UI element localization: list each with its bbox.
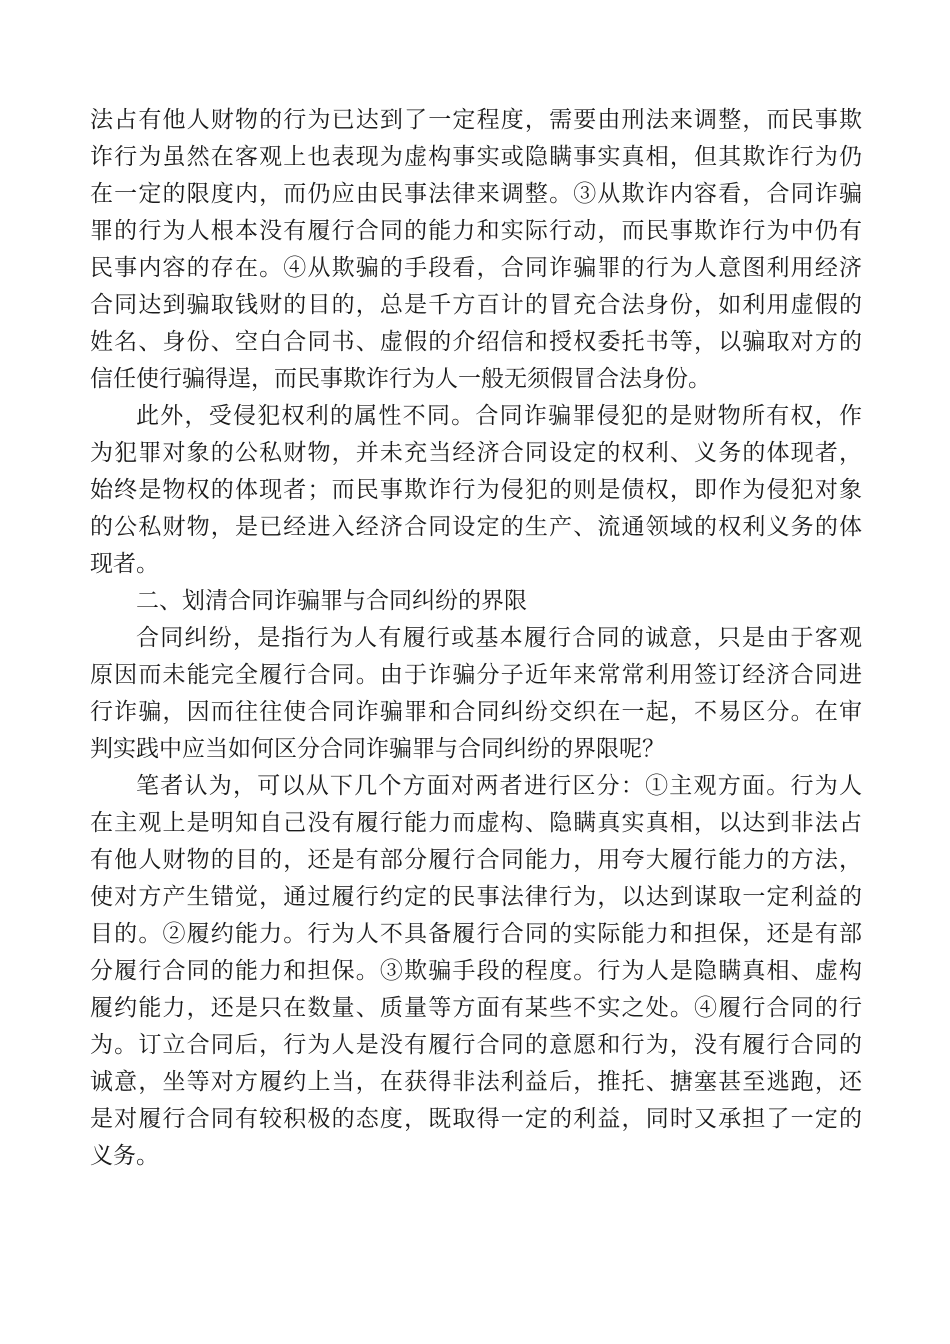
text-line: 为犯罪对象的公私财物，并未充当经济合同设定的权利、义务的体现者， [90, 440, 862, 466]
text-line: 合同达到骗取钱财的目的，总是千方百计的冒充合法身份，如利用虚假的 [90, 292, 862, 318]
text-line: 罪的行为人根本没有履行合同的能力和实际行动，而民事欺诈行为中仍有 [90, 218, 862, 244]
text-line: 姓名、身份、空白合同书、虚假的介绍信和授权委托书等，以骗取对方的 [90, 329, 862, 355]
paragraph-start-line: 此外，受侵犯权利的属性不同。合同诈骗罪侵犯的是财物所有权，作 [136, 403, 862, 429]
text-line: 诚意，坐等对方履约上当，在获得非法利益后，推托、搪塞甚至逃跑，还 [90, 1069, 862, 1095]
text-line: 分履行合同的能力和担保。③欺骗手段的程度。行为人是隐瞒真相、虚构 [90, 958, 862, 984]
text-line: 行诈骗，因而往往使合同诈骗罪和合同纠纷交织在一起，不易区分。在审 [90, 699, 862, 725]
document-body [90, 102, 862, 1175]
text-line: 履约能力，还是只在数量、质量等方面有某些不实之处。④履行合同的行 [90, 995, 862, 1021]
text-line: 原因而未能完全履行合同。由于诈骗分子近年来常常利用签订经济合同进 [90, 662, 862, 688]
section-heading: 二、划清合同诈骗罪与合同纠纷的界限 [136, 588, 527, 614]
text-line: 诈行为虽然在客观上也表现为虚构事实或隐瞒事实真相，但其欺诈行为仍 [90, 144, 862, 170]
text-line: 义务。 [90, 1143, 159, 1169]
text-line: 判实践中应当如何区分合同诈骗罪与合同纠纷的界限呢？ [90, 736, 665, 762]
text-line: 的公私财物，是已经进入经济合同设定的生产、流通领域的权利义务的体 [90, 514, 862, 540]
text-line: 使对方产生错觉，通过履行约定的民事法律行为，以达到谋取一定利益的 [90, 884, 862, 910]
text-line: 目的。②履约能力。行为人不具备履行合同的实际能力和担保，还是有部 [90, 921, 862, 947]
text-line: 是对履行合同有较积极的态度，既取得一定的利益，同时又承担了一定的 [90, 1106, 862, 1132]
text-line: 现者。 [90, 551, 159, 577]
text-line: 始终是物权的体现者；而民事欺诈行为侵犯的则是债权，即作为侵犯对象 [90, 477, 862, 503]
text-line: 在一定的限度内，而仍应由民事法律来调整。③从欺诈内容看，合同诈骗 [90, 181, 862, 207]
text-line: 法占有他人财物的行为已达到了一定程度，需要由刑法来调整，而民事欺 [90, 107, 862, 133]
text-line: 为。订立合同后，行为人是没有履行合同的意愿和行为，没有履行合同的 [90, 1032, 862, 1058]
text-line: 民事内容的存在。④从欺骗的手段看，合同诈骗罪的行为人意图利用经济 [90, 255, 862, 281]
text-line: 信任使行骗得逞，而民事欺诈行为人一般无须假冒合法身份。 [90, 366, 711, 392]
text-line: 在主观上是明知自己没有履行能力而虚构、隐瞒真实真相，以达到非法占 [90, 810, 862, 836]
paragraph-start-line: 笔者认为，可以从下几个方面对两者进行区分：①主观方面。行为人 [136, 773, 862, 799]
paragraph-start-line: 合同纠纷，是指行为人有履行或基本履行合同的诚意，只是由于客观 [136, 625, 862, 651]
text-line: 有他人财物的目的，还是有部分履行合同能力，用夸大履行能力的方法， [90, 847, 862, 873]
